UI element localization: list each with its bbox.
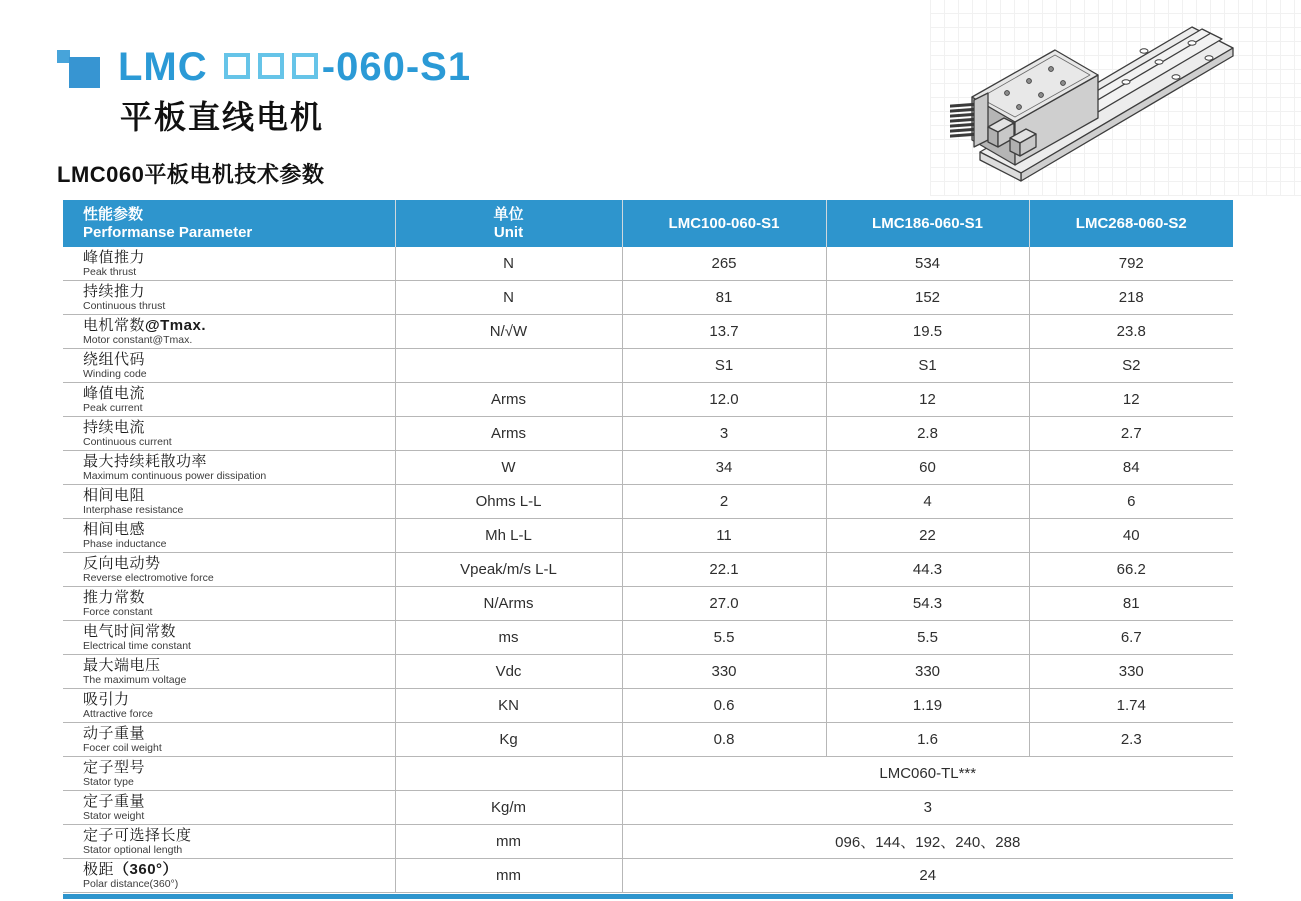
param-label-en: Focer coil weight (83, 742, 162, 754)
title-prefix: LMC (118, 45, 208, 89)
param-cell (63, 825, 395, 859)
spec-row-5 (63, 383, 1233, 417)
value-cell-model-1: 0.6 (622, 689, 826, 723)
param-cell (63, 723, 395, 757)
header-parameter-en: Performanse Parameter (83, 223, 253, 241)
spec-row-4 (63, 349, 1233, 383)
value-cell-model-3: 792 (1029, 247, 1233, 281)
spec-table-wrap (63, 200, 1233, 899)
param-label-en: Stator type (83, 776, 134, 788)
param-cell (63, 655, 395, 689)
value-cell-merged: 3 (622, 791, 1233, 825)
param-label-en: Force constant (83, 606, 153, 618)
value-cell-merged: 096、144、192、240、288 (622, 825, 1233, 859)
param-label-cn: 反向电动势 (83, 555, 161, 572)
param-label-cn: 电气时间常数 (83, 623, 177, 640)
unit-cell: Kg/m (395, 791, 622, 825)
param-label-en: Winding code (83, 368, 147, 380)
param-label-cn: 峰值电流 (83, 385, 146, 402)
value-cell-model-1: 11 (622, 519, 826, 553)
param-label-cn: 最大端电压 (83, 657, 161, 674)
param-label-cn: 最大持续耗散功率 (83, 453, 208, 470)
param-label-en: Reverse electromotive force (83, 572, 214, 584)
param-label-en: Stator weight (83, 810, 145, 822)
unit-cell: mm (395, 859, 622, 893)
value-cell-model-2: 152 (826, 281, 1029, 315)
value-cell-model-2: 60 (826, 451, 1029, 485)
spec-row-16 (63, 757, 1233, 791)
unit-cell: mm (395, 825, 622, 859)
header-model-1: LMC100-060-S1 (622, 200, 826, 247)
spec-row-3 (63, 315, 1233, 349)
unit-cell: Arms (395, 383, 622, 417)
value-cell-model-2: 5.5 (826, 621, 1029, 655)
header-parameter-cn: 性能参数 (83, 205, 144, 223)
placeholder-box-icon (258, 53, 284, 79)
logo-square-large-icon (69, 57, 100, 88)
value-cell-model-2: 19.5 (826, 315, 1029, 349)
value-cell-model-1: 27.0 (622, 587, 826, 621)
title-suffix: -060-S1 (321, 45, 472, 89)
value-cell-model-3: 6 (1029, 485, 1233, 519)
unit-cell (395, 349, 622, 383)
table-header-row (63, 200, 1233, 247)
spec-row-17 (63, 791, 1233, 825)
param-label-cn: 电机常数@Tmax. (83, 317, 206, 334)
value-cell-model-1: 22.1 (622, 553, 826, 587)
value-cell-model-3: 1.74 (1029, 689, 1233, 723)
spec-table (63, 200, 1233, 893)
value-cell-model-2: 2.8 (826, 417, 1029, 451)
value-cell-model-3: 330 (1029, 655, 1233, 689)
spec-table-body (63, 247, 1233, 893)
spec-row-1 (63, 247, 1233, 281)
param-label-en: Attractive force (83, 708, 154, 720)
spec-row-10 (63, 553, 1233, 587)
value-cell-model-1: 0.8 (622, 723, 826, 757)
spec-row-19 (63, 859, 1233, 893)
value-cell-model-1: 5.5 (622, 621, 826, 655)
product-subtitle: 平板直线电机 (120, 99, 325, 135)
param-cell (63, 689, 395, 723)
param-label-en: Stator optional length (83, 844, 183, 856)
param-label-en: Electrical time constant (83, 640, 191, 652)
value-cell-model-1: 3 (622, 417, 826, 451)
spec-row-15 (63, 723, 1233, 757)
header-unit (395, 200, 622, 247)
value-cell-merged: LMC060-TL*** (622, 757, 1233, 791)
param-cell (63, 281, 395, 315)
connector-bracket (974, 93, 988, 147)
value-cell-model-2: 12 (826, 383, 1029, 417)
section-title: LMC060平板电机技术参数 (57, 162, 325, 187)
value-cell-model-1: 13.7 (622, 315, 826, 349)
param-label-en: Peak current (83, 402, 143, 414)
header-model-3: LMC268-060-S2 (1029, 200, 1233, 247)
param-label-cn: 相间电感 (83, 521, 146, 538)
param-label-en: Phase inductance (83, 538, 167, 550)
value-cell-model-1: 81 (622, 281, 826, 315)
spec-row-14 (63, 689, 1233, 723)
param-cell (63, 621, 395, 655)
unit-cell: Ohms L-L (395, 485, 622, 519)
param-cell (63, 383, 395, 417)
value-cell-model-2: 4 (826, 485, 1029, 519)
param-cell (63, 417, 395, 451)
unit-cell: Mh L-L (395, 519, 622, 553)
value-cell-model-3: 2.7 (1029, 417, 1233, 451)
param-label-cn: 持续推力 (83, 283, 146, 300)
value-cell-model-1: 34 (622, 451, 826, 485)
param-label-en: Peak thrust (83, 266, 137, 278)
value-cell-model-3: 84 (1029, 451, 1233, 485)
value-cell-model-2: S1 (826, 349, 1029, 383)
header-unit-en: Unit (493, 223, 524, 241)
connector-pins-icon (950, 103, 974, 138)
table-bottom-accent-bar (63, 894, 1233, 899)
spec-row-7 (63, 451, 1233, 485)
value-cell-model-3: 40 (1029, 519, 1233, 553)
param-cell (63, 859, 395, 893)
param-label-en: Polar distance(360°) (83, 878, 179, 890)
value-cell-merged: 24 (622, 859, 1233, 893)
value-cell-model-1: 2 (622, 485, 826, 519)
value-cell-model-3: 218 (1029, 281, 1233, 315)
spec-row-12 (63, 621, 1233, 655)
param-label-en: The maximum voltage (83, 674, 187, 686)
param-cell (63, 451, 395, 485)
param-label-en: Interphase resistance (83, 504, 184, 516)
param-cell (63, 315, 395, 349)
spec-row-6 (63, 417, 1233, 451)
param-label-en: Continuous thrust (83, 300, 166, 312)
value-cell-model-3: 6.7 (1029, 621, 1233, 655)
param-label-cn: 动子重量 (83, 725, 146, 742)
param-label-cn: 绕组代码 (83, 351, 146, 368)
param-label-cn: 吸引力 (83, 691, 130, 708)
param-cell (63, 791, 395, 825)
param-label-cn: 相间电阻 (83, 487, 146, 504)
header-parameter (63, 200, 395, 247)
unit-cell (395, 757, 622, 791)
unit-cell: N (395, 247, 622, 281)
spec-row-2 (63, 281, 1233, 315)
param-cell (63, 587, 395, 621)
value-cell-model-2: 1.6 (826, 723, 1029, 757)
value-cell-model-3: S2 (1029, 349, 1233, 383)
value-cell-model-2: 44.3 (826, 553, 1029, 587)
header-unit-cn: 单位 (493, 205, 524, 223)
param-label-en: Maximum continuous power dissipation (83, 470, 267, 482)
value-cell-model-2: 22 (826, 519, 1029, 553)
value-cell-model-1: S1 (622, 349, 826, 383)
spec-row-9 (63, 519, 1233, 553)
param-label-cn: 持续电流 (83, 419, 146, 436)
value-cell-model-3: 81 (1029, 587, 1233, 621)
header-model-2: LMC186-060-S1 (826, 200, 1029, 247)
param-label-cn: 极距（360°） (83, 861, 179, 878)
param-cell (63, 247, 395, 281)
value-cell-model-1: 12.0 (622, 383, 826, 417)
param-label-cn: 定子重量 (83, 793, 146, 810)
value-cell-model-3: 12 (1029, 383, 1233, 417)
spec-row-11 (63, 587, 1233, 621)
spec-row-13 (63, 655, 1233, 689)
unit-cell: N/√W (395, 315, 622, 349)
unit-cell: KN (395, 689, 622, 723)
value-cell-model-2: 1.19 (826, 689, 1029, 723)
param-cell (63, 757, 395, 791)
param-label-en: Motor constant@Tmax. (83, 334, 193, 346)
unit-cell: Vdc (395, 655, 622, 689)
param-label-cn: 推力常数 (83, 589, 146, 606)
placeholder-box-icon (292, 53, 318, 79)
unit-cell: Arms (395, 417, 622, 451)
value-cell-model-2: 534 (826, 247, 1029, 281)
spec-row-8 (63, 485, 1233, 519)
param-label-cn: 峰值推力 (83, 249, 146, 266)
value-cell-model-3: 2.3 (1029, 723, 1233, 757)
unit-cell: Vpeak/m/s L-L (395, 553, 622, 587)
page-title (118, 44, 471, 90)
value-cell-model-1: 265 (622, 247, 826, 281)
param-cell (63, 519, 395, 553)
unit-cell: N/Arms (395, 587, 622, 621)
unit-cell: N (395, 281, 622, 315)
param-cell (63, 485, 395, 519)
unit-cell: ms (395, 621, 622, 655)
unit-cell: W (395, 451, 622, 485)
value-cell-model-3: 23.8 (1029, 315, 1233, 349)
placeholder-box-icon (224, 53, 250, 79)
param-cell (63, 349, 395, 383)
spec-row-18 (63, 825, 1233, 859)
value-cell-model-3: 66.2 (1029, 553, 1233, 587)
value-cell-model-1: 330 (622, 655, 826, 689)
param-cell (63, 553, 395, 587)
param-label-en: Continuous current (83, 436, 172, 448)
param-label-cn: 定子可选择长度 (83, 827, 192, 844)
value-cell-model-2: 54.3 (826, 587, 1029, 621)
unit-cell: Kg (395, 723, 622, 757)
value-cell-model-2: 330 (826, 655, 1029, 689)
linear-motor-drawing (930, 0, 1301, 200)
param-label-cn: 定子型号 (83, 759, 146, 776)
